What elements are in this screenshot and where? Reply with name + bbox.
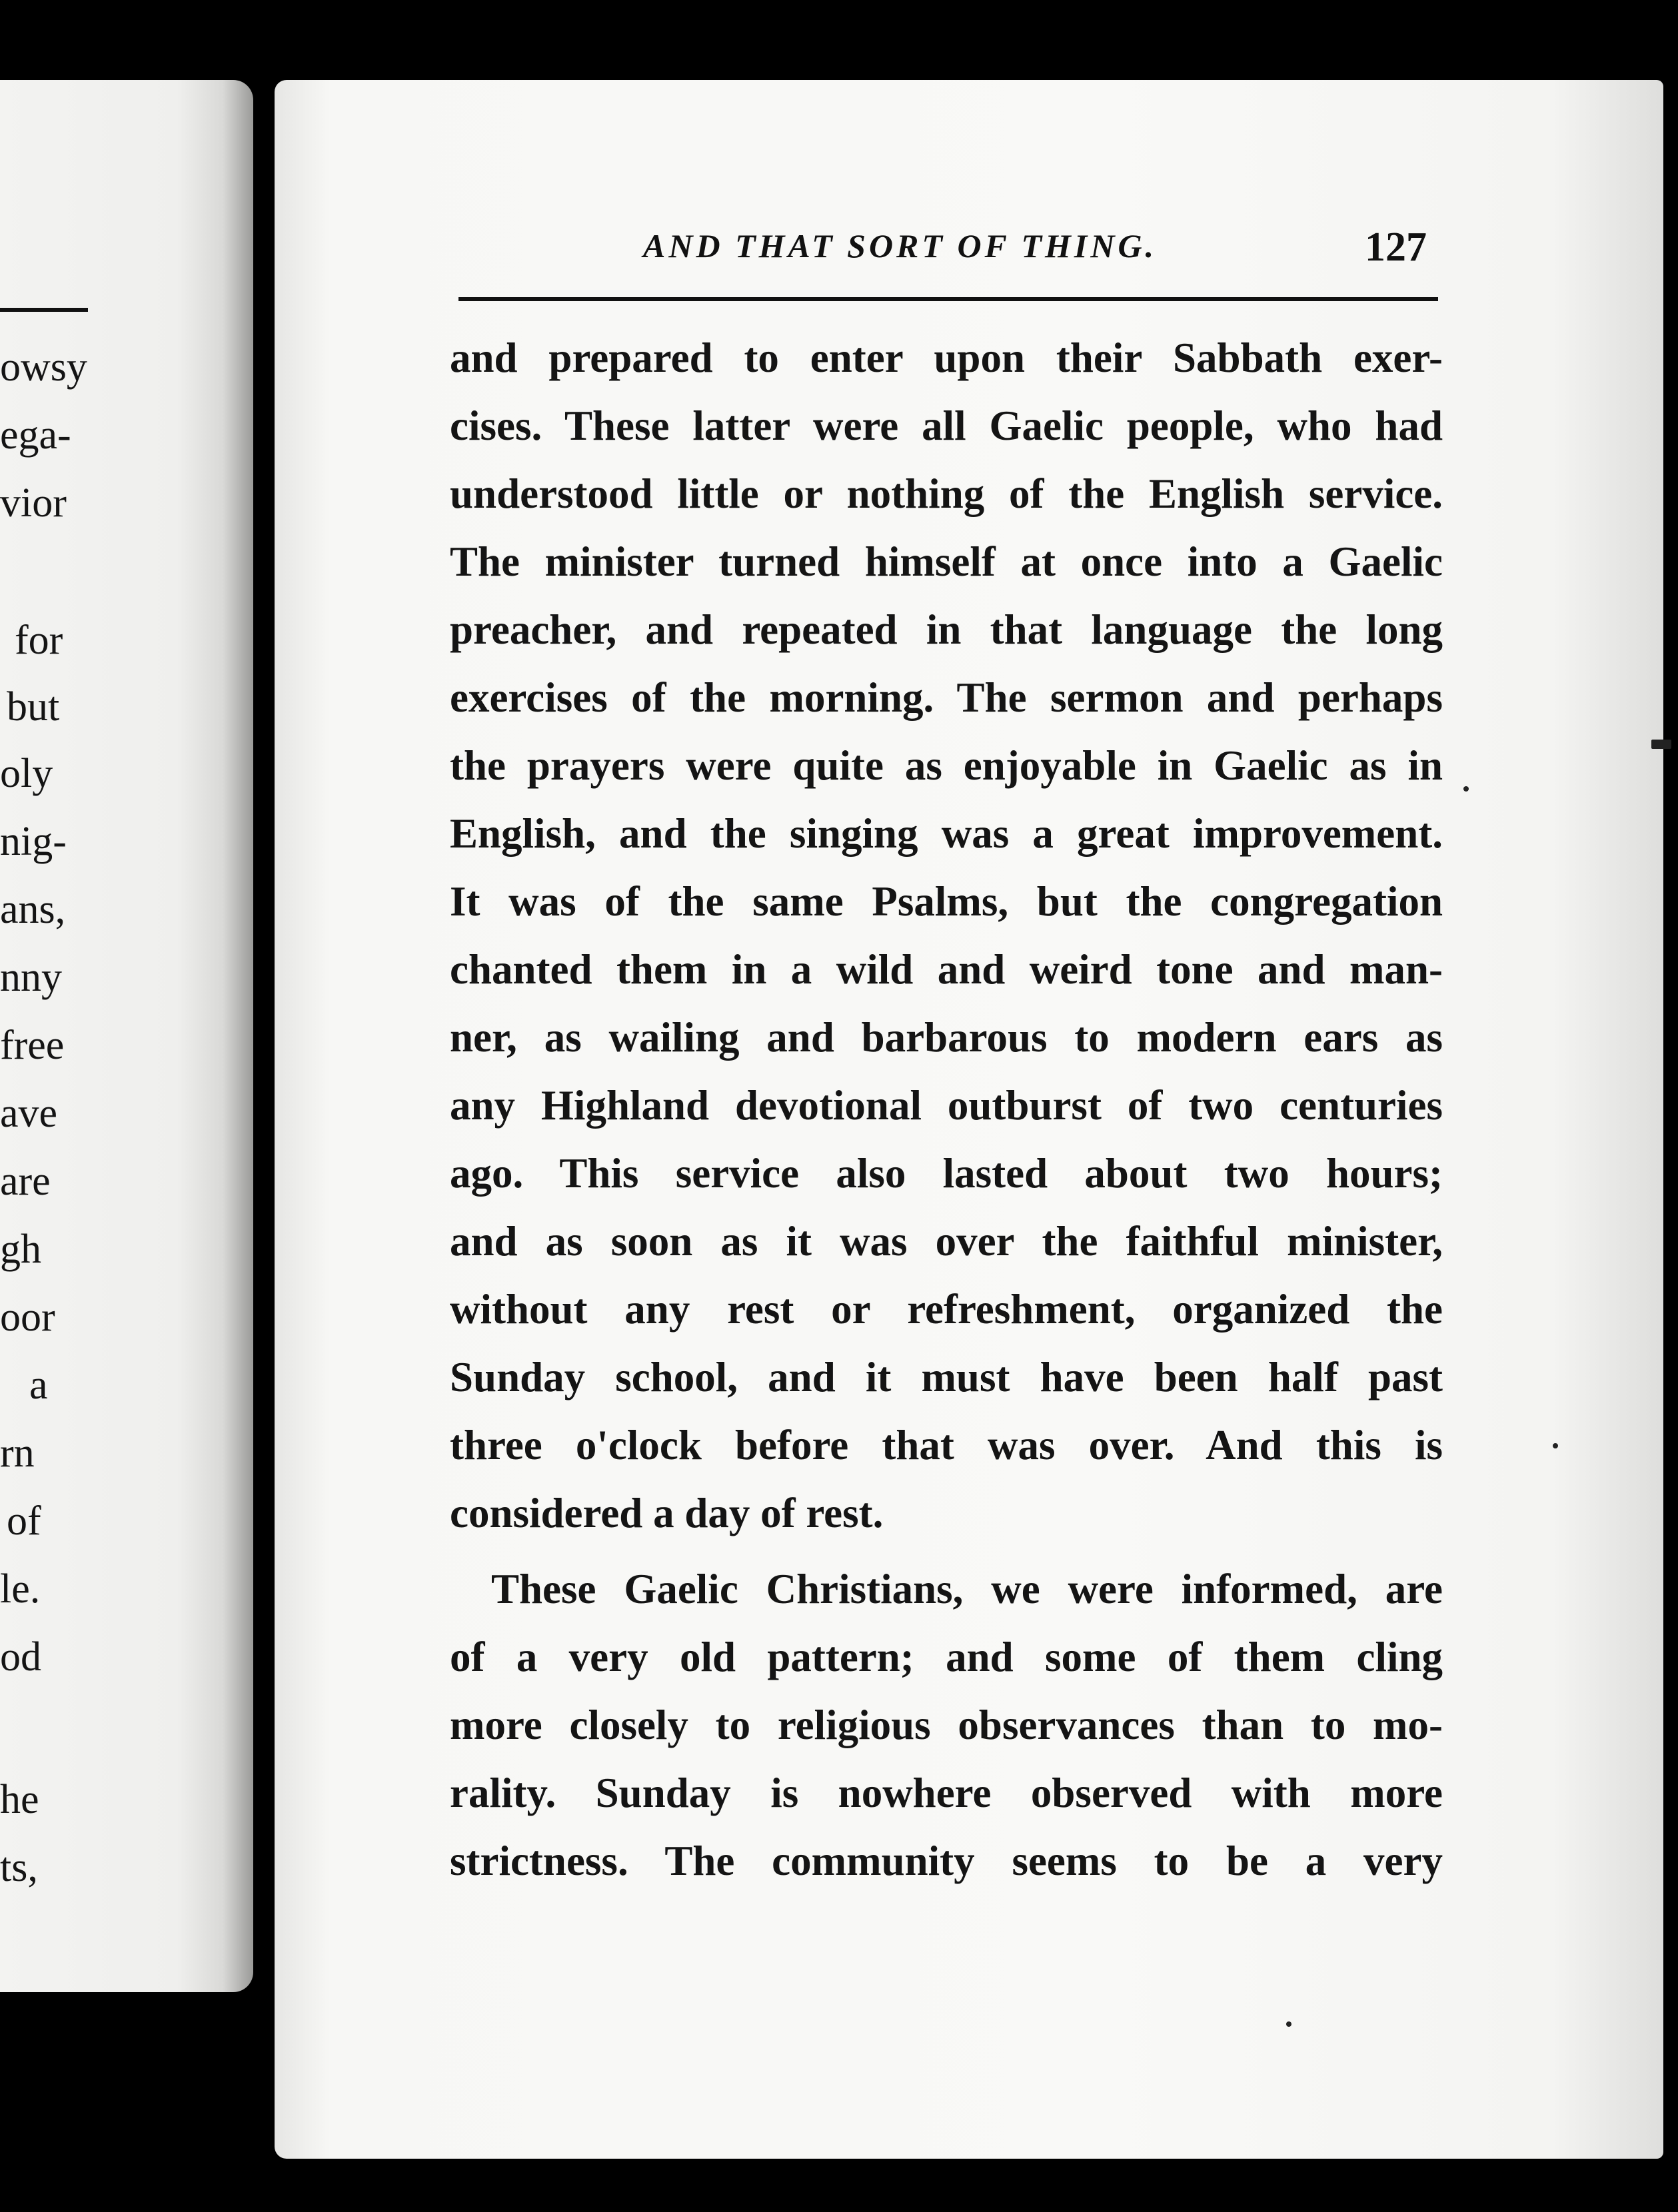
- left-page-fragment: gh: [0, 1227, 41, 1272]
- left-page-fragment: free: [0, 1023, 65, 1068]
- text-line: The minister turned himself at once into a Gaelic: [450, 538, 1443, 585]
- text-line: exercises of the morning. The sermon and perhaps: [450, 674, 1443, 721]
- scan-speck: [1553, 1443, 1558, 1448]
- text-line: These Gaelic Christians, we were informed, are: [491, 1566, 1443, 1612]
- text-line: the prayers were quite as enjoyable in Gaelic as in: [450, 742, 1443, 789]
- text-line: without any rest or refreshment, organized the: [450, 1286, 1443, 1333]
- text-line: considered a day of rest.: [450, 1490, 884, 1536]
- left-page-fragment: nig-: [0, 819, 67, 864]
- left-page-fragment: a: [29, 1363, 48, 1408]
- scan-speck: [1651, 740, 1671, 749]
- text-line: preacher, and repeated in that language the long: [450, 606, 1443, 653]
- text-line: It was of the same Psalms, but the congregation: [450, 878, 1443, 925]
- text-line: and prepared to enter upon their Sabbath exer-: [450, 334, 1443, 381]
- text-line: three o'clock before that was over. And this is: [450, 1422, 1443, 1468]
- left-page-fragment: ave: [0, 1091, 58, 1136]
- left-page-fragment: but: [7, 684, 60, 730]
- page-number: 127: [1365, 225, 1427, 270]
- left-page-fragment: he: [0, 1777, 39, 1822]
- text-line: chanted them in a wild and weird tone and man-: [450, 946, 1443, 993]
- paragraph-1: [450, 324, 1443, 1547]
- paragraph-gap: [450, 1547, 1443, 1555]
- left-page-fragment: vior: [0, 480, 67, 526]
- left-page-fragment: for: [15, 618, 63, 663]
- left-page-rule: [0, 308, 88, 312]
- text-line: understood little or nothing of the English service.: [450, 470, 1443, 517]
- left-page-fragment: ts,: [0, 1845, 38, 1890]
- left-page-fragment: ans,: [0, 887, 66, 932]
- left-page-fragment: ega-: [0, 412, 71, 458]
- scan-speck: [1286, 2021, 1291, 2027]
- text-line: ago. This service also lasted about two hours;: [450, 1150, 1443, 1197]
- text-line: of a very old pattern; and some of them cling: [450, 1634, 1443, 1680]
- text-line: and as soon as it was over the faithful minister,: [450, 1218, 1443, 1265]
- running-title: AND THAT SORT OF THING.: [643, 227, 1158, 265]
- left-page-fragment: rn: [0, 1430, 35, 1476]
- left-page-fragment: oly: [0, 751, 53, 796]
- scan-speck: [1463, 786, 1469, 792]
- paragraph-2: [450, 1555, 1443, 1895]
- left-page-fragment: le.: [0, 1566, 41, 1612]
- left-page-fragment: are: [0, 1159, 51, 1204]
- text-line: ner, as wailing and barbarous to modern ears as: [450, 1014, 1443, 1061]
- left-page-fragment: nny: [0, 955, 62, 1000]
- text-line: cises. These latter were all Gaelic people, who had: [450, 402, 1443, 449]
- text-line: English, and the singing was a great improvement.: [450, 810, 1443, 857]
- text-line: any Highland devotional outburst of two centuries: [450, 1082, 1443, 1129]
- text-line: more closely to religious observances than to mo-: [450, 1702, 1443, 1748]
- left-page-fragment: of: [7, 1498, 41, 1544]
- text-line: rality. Sunday is nowhere observed with more: [450, 1770, 1443, 1816]
- left-page-fragment: od: [0, 1634, 41, 1680]
- left-page-fragment: oor: [0, 1295, 55, 1340]
- text-line: strictness. The community seems to be a very: [450, 1838, 1443, 1884]
- body-text: [450, 324, 1443, 1895]
- header-rule: [458, 297, 1438, 301]
- left-page-fragment: owsy: [0, 344, 87, 390]
- text-line: Sunday school, and it must have been half past: [450, 1354, 1443, 1400]
